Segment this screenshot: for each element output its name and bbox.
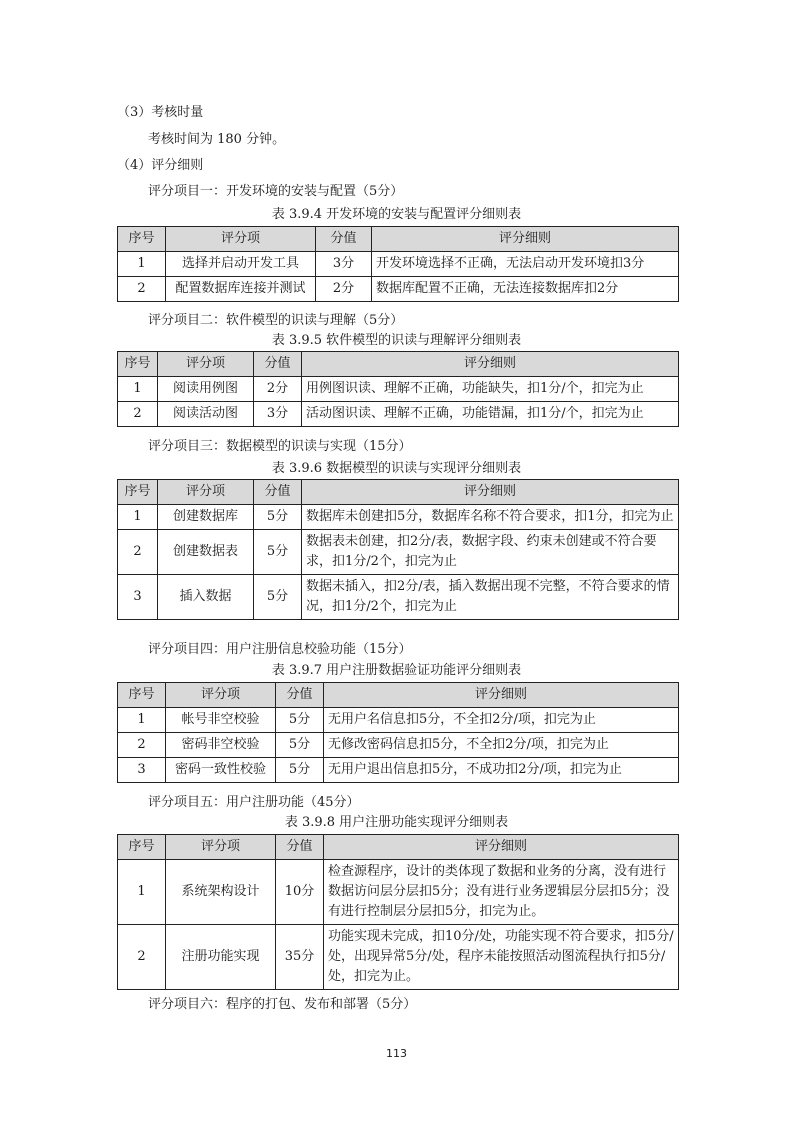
row-detail: 开发环境选择不正确，无法启动开发环境扣3分	[372, 252, 679, 277]
row-item: 阅读用例图	[158, 377, 254, 402]
table-row	[118, 925, 679, 990]
row-item: 选择并启动开发工具	[166, 252, 316, 277]
row-no: 3	[118, 575, 158, 620]
t3-caption: 表 3.9.6 数据模型的识读与实现评分细则表	[271, 461, 522, 476]
row-detail: 活动图识读、理解不正确，功能错漏，扣1分/个，扣完为止	[302, 402, 679, 427]
s6-section-title: 评分项目六：程序的打包、发布和部署（5分）	[148, 997, 417, 1012]
row-no: 1	[118, 708, 166, 733]
t4-table	[117, 682, 679, 783]
row-item: 插入数据	[158, 575, 254, 620]
row-no: 1	[118, 860, 166, 925]
row-no: 2	[118, 277, 166, 302]
col-item-header: 评分项	[158, 480, 254, 505]
t2-caption: 表 3.9.5 软件模型的识读与理解评分细则表	[271, 333, 522, 348]
col-item-header: 评分项	[166, 835, 276, 860]
row-item: 注册功能实现	[166, 925, 276, 990]
section-3-heading: （3）考核时量	[117, 105, 204, 120]
table-row	[118, 708, 679, 733]
t4-section-title: 评分项目四：用户注册信息校验功能（15分）	[148, 642, 412, 657]
row-item: 配置数据库连接并测试	[166, 277, 316, 302]
row-detail: 无用户退出信息扣5分，不成功扣2分/项，扣完为止	[324, 758, 679, 783]
row-score: 5分	[254, 505, 302, 530]
row-item: 系统架构设计	[166, 860, 276, 925]
row-no: 2	[118, 733, 166, 758]
t1-header-row	[118, 227, 679, 252]
row-item: 帐号非空校验	[166, 708, 276, 733]
t1-section-title: 评分项目一：开发环境的安装与配置（5分）	[148, 184, 404, 199]
t3-table	[117, 479, 679, 620]
section-4-heading: （4）评分细则	[117, 158, 204, 173]
col-no-header: 序号	[118, 352, 158, 377]
t4-header-row	[118, 683, 679, 708]
section-3-text: 考核时间为 180 分钟。	[148, 132, 286, 147]
col-no-header: 序号	[118, 480, 158, 505]
col-score-header: 分值	[316, 227, 372, 252]
table-row	[118, 860, 679, 925]
t1-caption: 表 3.9.4 开发环境的安装与配置评分细则表	[271, 207, 522, 222]
table-row	[118, 402, 679, 427]
row-detail: 数据表未创建，扣2分/表，数据字段、约束未创建或不符合要求，扣1分/2个，扣完为止	[302, 530, 679, 575]
row-no: 2	[118, 530, 158, 575]
t5-caption: 表 3.9.8 用户注册功能实现评分细则表	[284, 815, 509, 830]
row-item: 阅读活动图	[158, 402, 254, 427]
row-score: 5分	[276, 733, 324, 758]
row-detail: 数据库未创建扣5分，数据库名称不符合要求，扣1分，扣完为止	[302, 505, 679, 530]
t5-section-title: 评分项目五：用户注册功能（45分）	[148, 795, 360, 810]
table-row	[118, 277, 679, 302]
row-score: 5分	[254, 575, 302, 620]
row-score: 3分	[316, 252, 372, 277]
table-row	[118, 575, 679, 620]
row-score: 5分	[276, 708, 324, 733]
table-row	[118, 252, 679, 277]
table-row	[118, 505, 679, 530]
t2-header-row	[118, 352, 679, 377]
col-detail-header: 评分细则	[324, 683, 679, 708]
row-detail: 无用户名信息扣5分，不全扣2分/项，扣完为止	[324, 708, 679, 733]
col-score-header: 分值	[254, 352, 302, 377]
row-item: 密码一致性校验	[166, 758, 276, 783]
row-no: 2	[118, 925, 166, 990]
row-detail: 数据库配置不正确，无法连接数据库扣2分	[372, 277, 679, 302]
t5-table	[117, 834, 679, 990]
row-score: 2分	[316, 277, 372, 302]
row-item: 创建数据表	[158, 530, 254, 575]
row-score: 3分	[254, 402, 302, 427]
row-no: 3	[118, 758, 166, 783]
t4-caption: 表 3.9.7 用户注册数据验证功能评分细则表	[271, 663, 522, 678]
row-detail: 数据未插入，扣2分/表，插入数据出现不完整，不符合要求的情况，扣1分/2个，扣完为止	[302, 575, 679, 620]
row-detail: 功能实现未完成，扣10分/处，功能实现不符合要求，扣5分/处，出现异常5分/处，程序未能按照活动图流程执行扣5分/处，扣完为止。	[324, 925, 679, 990]
row-item: 创建数据库	[158, 505, 254, 530]
col-score-header: 分值	[276, 683, 324, 708]
t3-section-title: 评分项目三：数据模型的识读与实现（15分）	[148, 439, 412, 454]
row-detail: 检查源程序，设计的类体现了数据和业务的分离，没有进行数据访问层分层扣5分；没有进行业务逻辑层分层扣5分；没有进行控制层分层扣5分，扣完为止。	[324, 860, 679, 925]
row-no: 1	[118, 252, 166, 277]
col-item-header: 评分项	[166, 227, 316, 252]
col-item-header: 评分项	[158, 352, 254, 377]
row-detail: 用例图识读、理解不正确，功能缺失，扣1分/个，扣完为止	[302, 377, 679, 402]
table-row	[118, 758, 679, 783]
row-score: 5分	[254, 530, 302, 575]
row-score: 35分	[276, 925, 324, 990]
row-no: 1	[118, 377, 158, 402]
page-number: 113	[386, 1047, 407, 1060]
col-detail-header: 评分细则	[302, 480, 679, 505]
row-detail: 无修改密码信息扣5分，不全扣2分/项，扣完为止	[324, 733, 679, 758]
col-no-header: 序号	[118, 835, 166, 860]
row-score: 10分	[276, 860, 324, 925]
col-score-header: 分值	[254, 480, 302, 505]
col-detail-header: 评分细则	[372, 227, 679, 252]
table-row	[118, 733, 679, 758]
row-no: 1	[118, 505, 158, 530]
row-no: 2	[118, 402, 158, 427]
t1-table	[117, 226, 679, 302]
table-row	[118, 530, 679, 575]
row-score: 5分	[276, 758, 324, 783]
table-row	[118, 377, 679, 402]
col-detail-header: 评分细则	[324, 835, 679, 860]
t3-header-row	[118, 480, 679, 505]
col-score-header: 分值	[276, 835, 324, 860]
col-item-header: 评分项	[166, 683, 276, 708]
col-no-header: 序号	[118, 227, 166, 252]
t2-table	[117, 351, 679, 427]
col-no-header: 序号	[118, 683, 166, 708]
t5-header-row	[118, 835, 679, 860]
row-item: 密码非空校验	[166, 733, 276, 758]
t2-section-title: 评分项目二：软件模型的识读与理解（5分）	[148, 313, 404, 328]
row-score: 2分	[254, 377, 302, 402]
col-detail-header: 评分细则	[302, 352, 679, 377]
